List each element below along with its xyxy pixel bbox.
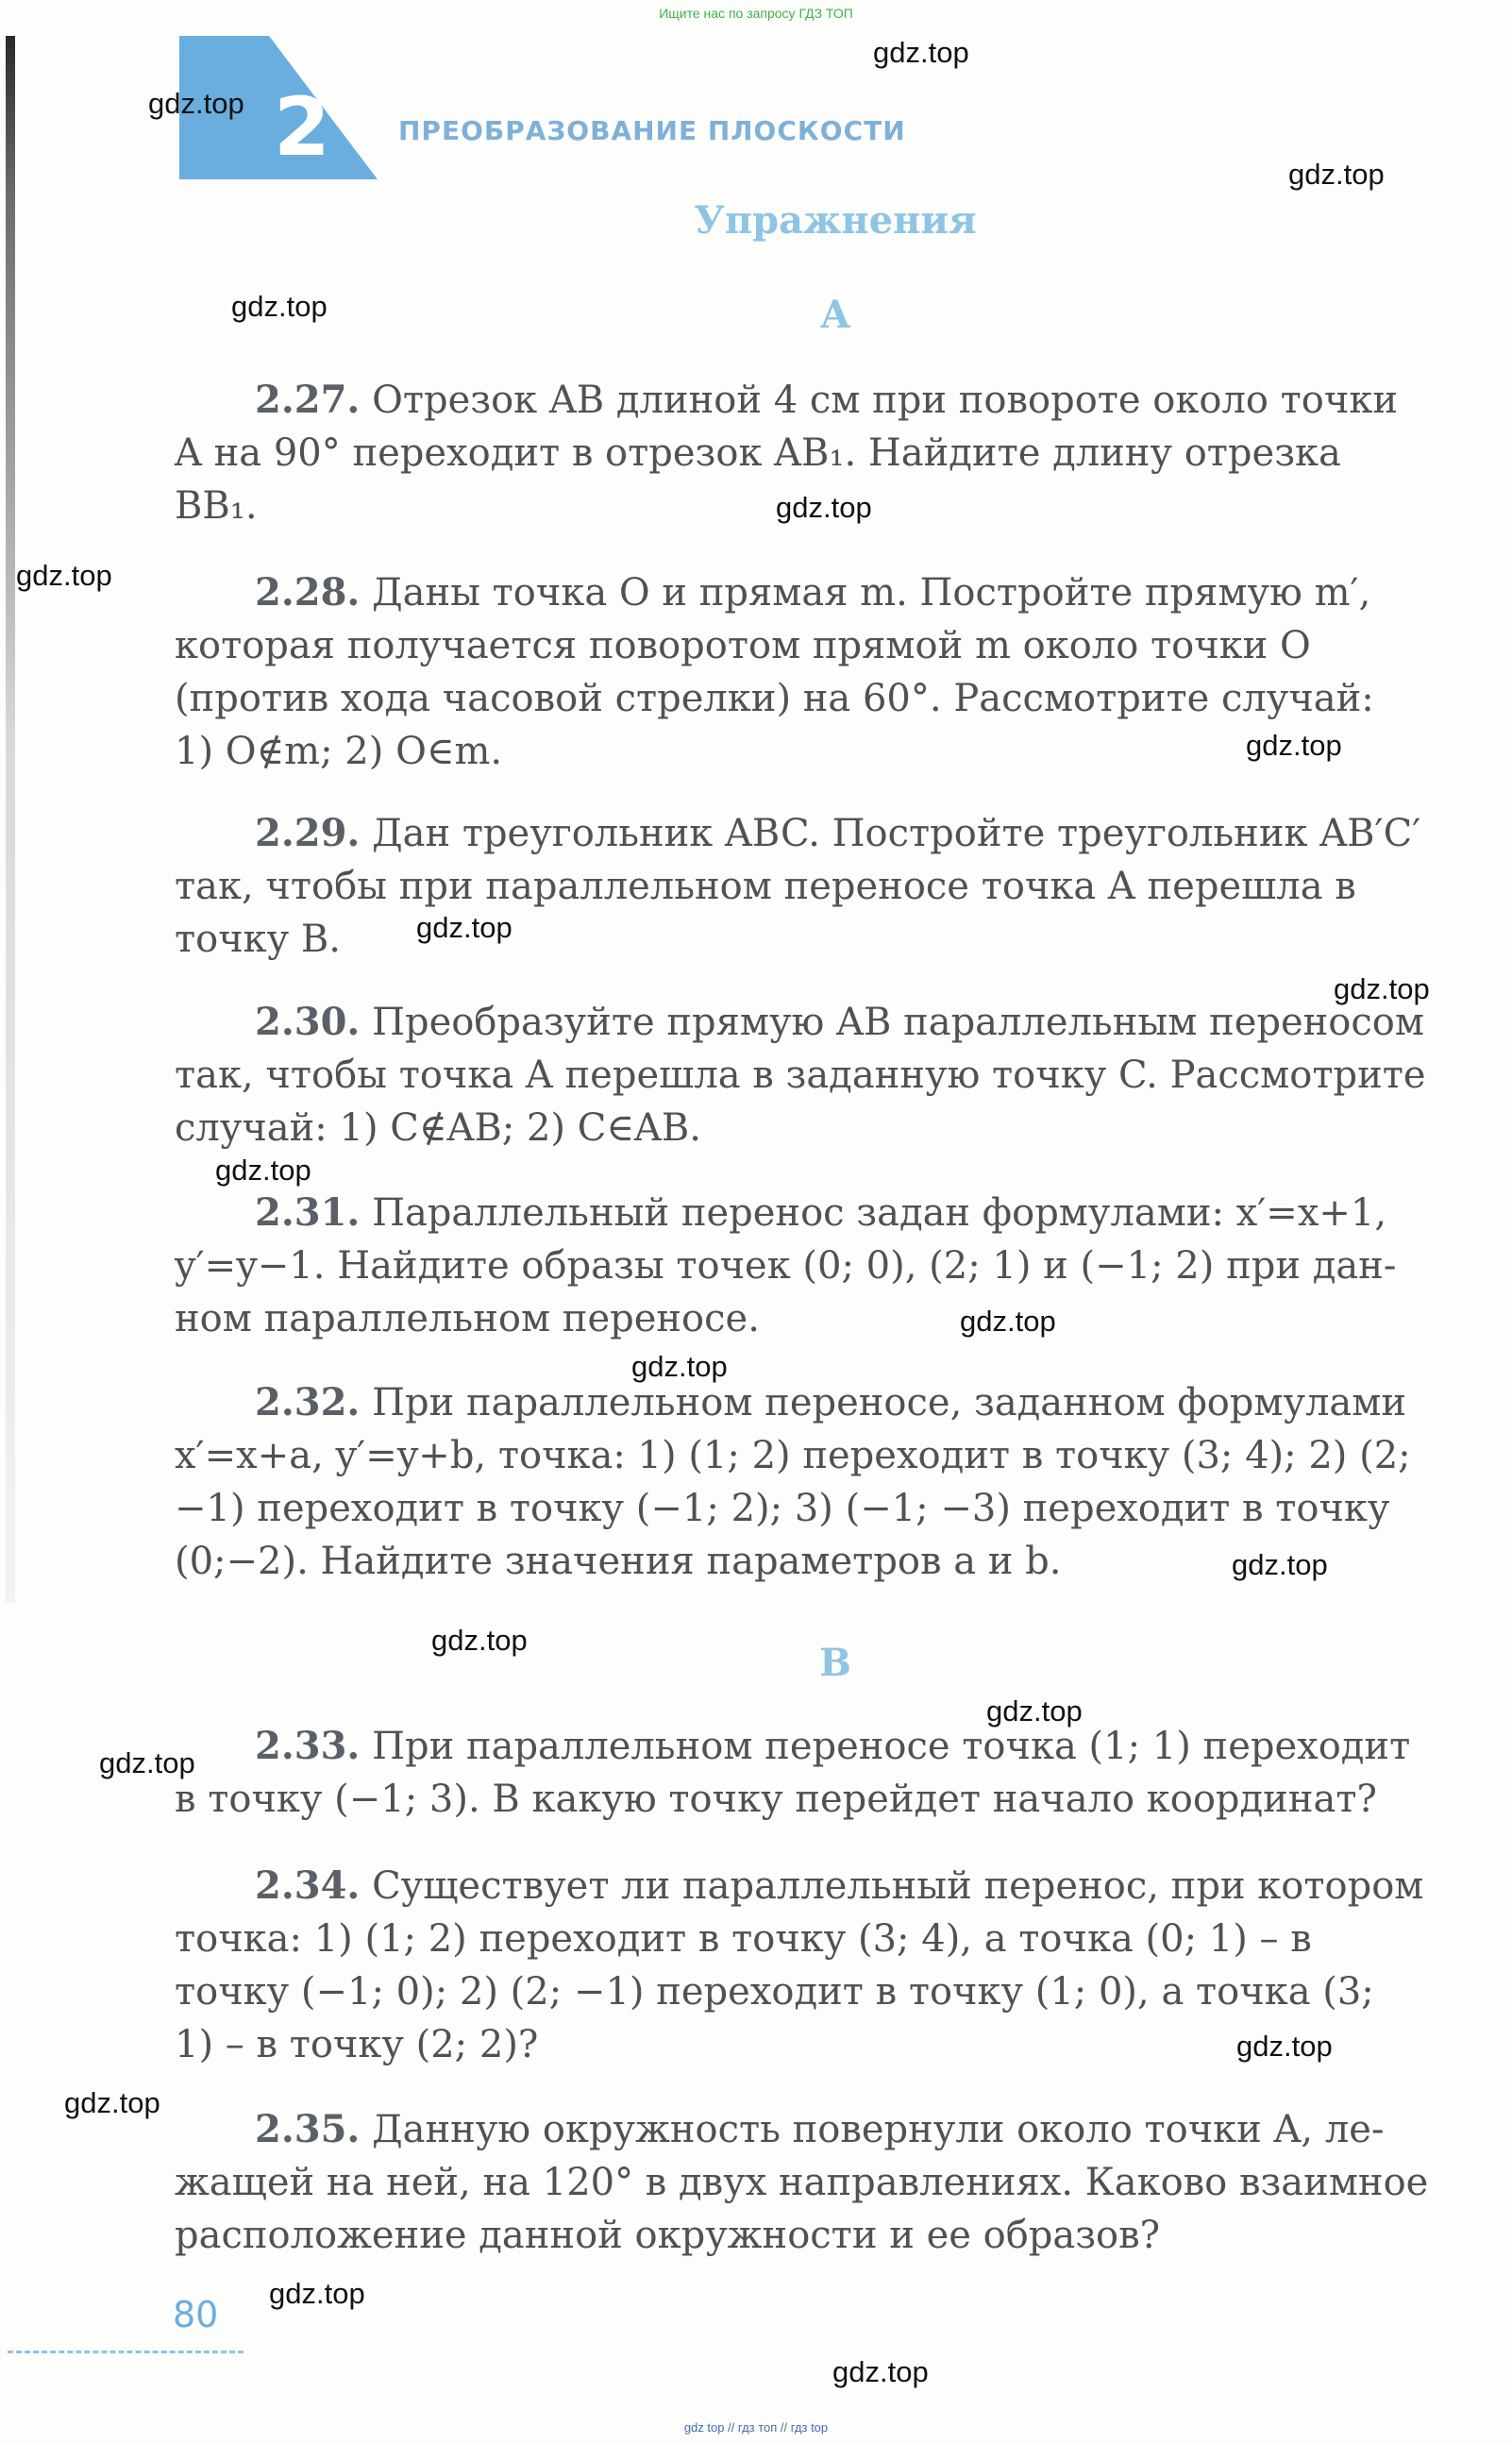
chapter-number: 2 [274, 80, 330, 175]
problem-number: 2.27. [255, 378, 361, 422]
watermark: gdz.top [64, 2086, 160, 2119]
watermark: gdz.top [1232, 1548, 1328, 1581]
chapter-title: ПРЕОБРАЗОВАНИЕ ПЛОСКОСТИ [398, 115, 906, 146]
problem-line: x′=x+a, y′=y+b, точка: 1) (1; 2) переходит в точку (3; 4); 2) (2; [175, 1434, 1411, 1477]
problem-2-31 [175, 1187, 1487, 1345]
problem-number: 2.30. [255, 1000, 361, 1044]
watermark: gdz.top [776, 491, 872, 524]
problem-line: BB₁. [175, 484, 258, 528]
group-a-label: A [820, 293, 850, 337]
problem-line: −1) переходит в точку (−1; 2); 3) (−1; −3) переходит в точку [175, 1487, 1390, 1530]
problem-number: 2.29. [255, 811, 361, 855]
page-edge-shadow [6, 36, 15, 1603]
problem-2-33 [175, 1720, 1487, 1826]
page-number: 80 [173, 2294, 219, 2335]
problem-line: Данную окружность повернули около точки A, ле- [372, 2108, 1385, 2151]
problem-line: точку (−1; 0); 2) (2; −1) переходит в точку (1; 0), а точка (3; [175, 1970, 1374, 2014]
watermark: gdz.top [16, 559, 112, 592]
problem-line: Отрезок AB длиной 4 см при повороте около точки [372, 379, 1398, 422]
problem-line: Существует ли параллельный перенос, при котором [372, 1864, 1424, 1908]
footer-note: gdz top // гдз топ // гдз top [683, 2420, 829, 2435]
header-note: Ищите нас по запросу ГДЗ ТОП [659, 6, 853, 21]
watermark: gdz.top [148, 87, 244, 120]
problem-number: 2.34. [255, 1863, 361, 1908]
problem-line: Даны точка O и прямая m. Постройте прямую m′, [372, 571, 1371, 615]
problem-number: 2.28. [255, 570, 361, 615]
problem-line: расположение данной окружности и ее образов? [175, 2214, 1161, 2257]
problem-line: ном параллельном переносе. [175, 1297, 760, 1340]
problem-2-29 [175, 807, 1487, 966]
problem-2-35 [175, 2103, 1487, 2262]
watermark: gdz.top [986, 1694, 1083, 1728]
watermark: gdz.top [416, 911, 512, 944]
watermark: gdz.top [631, 1350, 728, 1383]
problem-number: 2.33. [255, 1724, 361, 1768]
problem-line: точку B. [175, 918, 342, 961]
problem-line: 1) – в точку (2; 2)? [175, 2023, 539, 2066]
problem-line: A на 90° переходит в отрезок AB₁. Найдите длину отрезка [175, 431, 1341, 475]
group-b-label: B [819, 1641, 851, 1685]
watermark: gdz.top [832, 2355, 929, 2388]
problem-line: Преобразуйте прямую AB параллельным переносом [372, 1001, 1424, 1044]
problem-line: y′=y−1. Найдите образы точек (0; 0), (2; 1) и (−1; 2) при дан- [175, 1244, 1397, 1288]
watermark: gdz.top [1288, 158, 1385, 191]
problem-line: При параллельном переносе, заданном формулами [372, 1381, 1407, 1424]
problem-line: точка: 1) (1; 2) переходит в точку (3; 4), а точка (0; 1) – в [175, 1917, 1312, 1961]
problem-line: случай: 1) C∉AB; 2) C∈AB. [175, 1106, 701, 1150]
watermark: gdz.top [1236, 2030, 1333, 2063]
problem-line: которая получается поворотом прямой m около точки O [175, 624, 1311, 667]
watermark: gdz.top [99, 1746, 195, 1779]
problem-number: 2.32. [255, 1380, 361, 1424]
problem-line: так, чтобы при параллельном переносе точка A перешла в [175, 865, 1356, 908]
watermark: gdz.top [1334, 972, 1430, 1005]
watermark: gdz.top [269, 2277, 365, 2310]
problem-line: так, чтобы точка A перешла в заданную точку C. Рассмотрите [175, 1053, 1426, 1097]
watermark: gdz.top [231, 290, 328, 323]
watermark: gdz.top [873, 36, 969, 69]
watermark: gdz.top [431, 1624, 528, 1657]
watermark: gdz.top [1246, 729, 1342, 762]
problem-2-30 [175, 996, 1487, 1155]
problem-number: 2.31. [255, 1190, 361, 1235]
watermark: gdz.top [960, 1305, 1056, 1338]
problem-line: Дан треугольник ABC. Постройте треугольник AB′C′ [372, 812, 1421, 855]
problem-line: жащей на ней, на 120° в двух направлениях. Каково взаимное [175, 2161, 1429, 2204]
problem-line: (0;−2). Найдите значения параметров a и b. [175, 1540, 1062, 1583]
footer-dash-line [8, 2351, 244, 2353]
problem-line: 1) O∉m; 2) O∈m. [175, 730, 503, 773]
problem-line: в точку (−1; 3). В какую точку перейдет начало координат? [175, 1778, 1377, 1821]
problem-line: (против хода часовой стрелки) на 60°. Рассмотрите случай: [175, 677, 1374, 720]
problem-line: При параллельном переносе точка (1; 1) переходит [372, 1725, 1411, 1768]
problem-number: 2.35. [255, 2107, 361, 2151]
watermark: gdz.top [215, 1154, 311, 1187]
problem-line: Параллельный перенос задан формулами: x′=x+1, [372, 1191, 1387, 1235]
section-title: Упражнения [694, 198, 977, 243]
